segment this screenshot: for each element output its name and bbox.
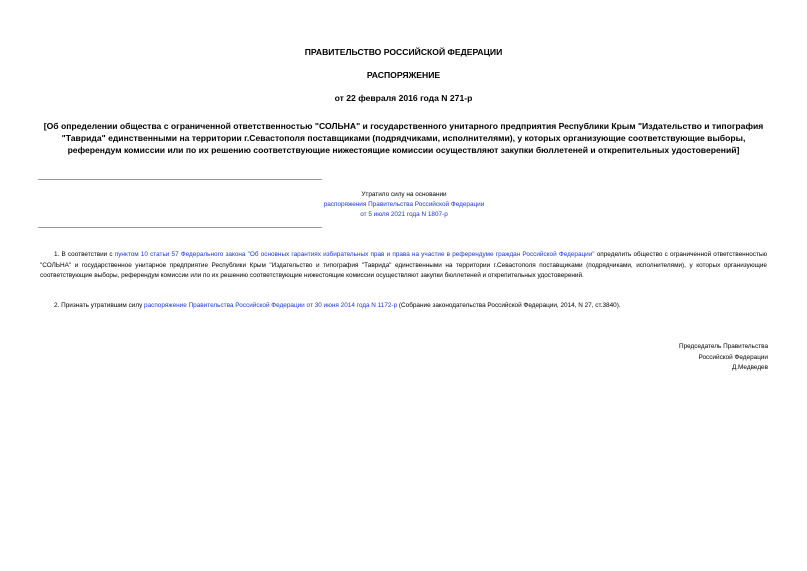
document-subject: [Об определении общества с ограниченной ответственностью "СОЛЬНА" и государственного унитарного предприятия Республики Крым "Издательство и типография "Таврида" единственными на территории г.Севастополя поставщиками (подрядчиками, исполнителями), у которых организующие соответствующие выборы, референдум комиссии или по их решению соответствующие нижестоящие комиссии осуществляют закупки бюллетеней и открепительных удостоверений]: [43, 121, 764, 155]
signer-title: Председатель Правительства: [679, 343, 768, 350]
paragraph-2-prefix: 2. Признать утратившим силу: [54, 302, 145, 309]
paragraph-2: [40, 301, 767, 312]
federal-law-link[interactable]: пунктом 10 статьи 57 Федерального закона "Об основных гарантиях избирательных прав и права на участие в референдуме граждан Российской Федерации": [114, 251, 595, 258]
repealed-order-link[interactable]: распоряжение Правительства Российской Федерации от 30 июня 2014 года N 1172-р: [144, 302, 398, 309]
status-note-text: Утратило силу на основании: [361, 191, 447, 198]
document-type: РАСПОРЯЖЕНИЕ: [366, 70, 441, 80]
bottom-divider: [38, 227, 322, 228]
signature-block: [560, 342, 768, 374]
top-divider: [38, 179, 322, 180]
paragraph-1-text: определить общество с ограниченной ответственностью "СОЛЬНА" и государственное унитарное предприятие Республики Крым "Издательство и типография "Таврида" единственными на территории г.Севастополя поставщиками (подрядчиками, исполнителями), у которых организующие соответствующие выборы, референдум комиссии или по их решению соответствующие нижестоящие комиссии осуществляют закупки бюллетеней и открепительных удостоверений.: [40, 251, 768, 280]
repeal-order-link[interactable]: распоряжения Правительства Российской Федерации: [323, 201, 485, 209]
repeal-order-date-link[interactable]: от 5 июля 2021 года N 1807-р: [360, 211, 448, 219]
signer-name: Д.Медведев: [731, 364, 768, 371]
status-note: [290, 190, 518, 221]
paragraph-1-prefix: 1. В соответствии с: [54, 251, 115, 258]
signer-org: Российской Федерации: [698, 353, 768, 361]
paragraph-1: [40, 250, 767, 282]
issuing-authority: ПРАВИТЕЛЬСТВО РОССИЙСКОЙ ФЕДЕРАЦИИ: [304, 47, 503, 57]
paragraph-2-text: (Собрание законодательства Российской Федерации, 2014, N 27, ст.3840).: [397, 302, 621, 309]
document-date-number: от 22 февраля 2016 года N 271-р: [334, 93, 473, 103]
